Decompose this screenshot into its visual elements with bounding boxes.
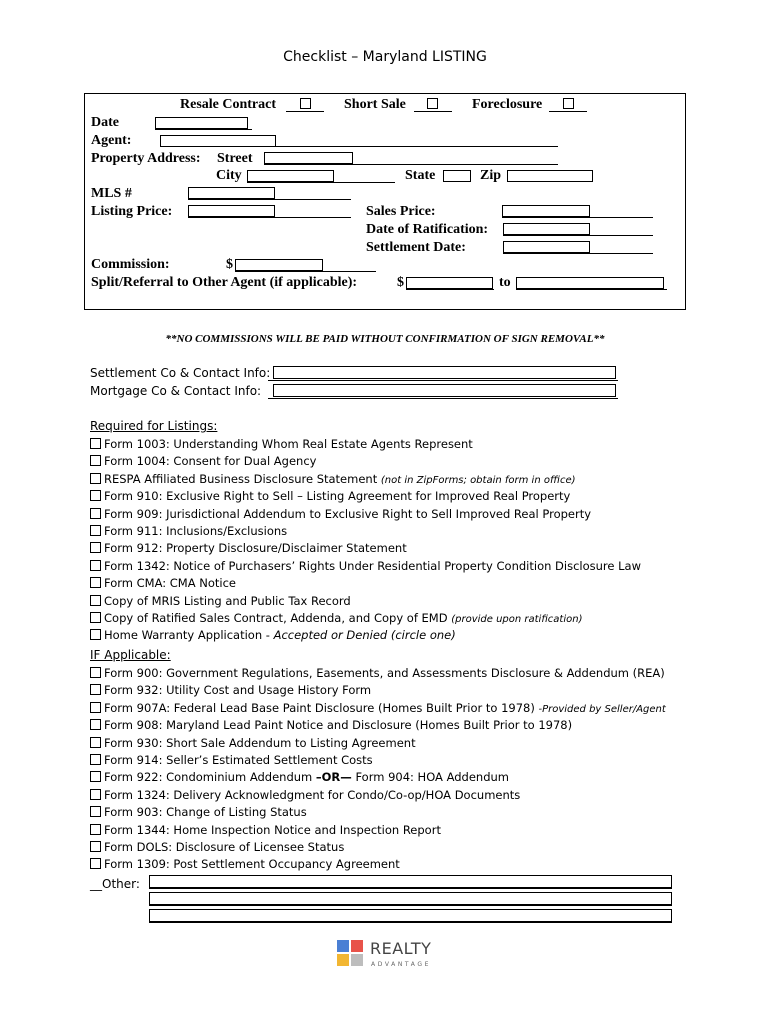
applicable-item [90,840,344,855]
sales-price-label: Sales Price: [366,204,436,219]
foreclosure-label: Foreclosure [472,97,543,112]
required-item-note: Accepted or Denied (circle one) [273,628,456,643]
applicable-checkbox[interactable] [90,858,101,869]
required-checkbox[interactable] [90,629,101,640]
zip-label: Zip [480,168,502,183]
listing-price-label: Listing Price: [91,204,173,219]
applicable-item [90,683,371,698]
logo-name: REALTY [370,939,432,958]
split-amount-field[interactable] [406,277,493,289]
applicable-checkbox[interactable] [90,737,101,748]
settlement-date-label: Settlement Date: [366,240,466,255]
mortgage-co-label: Mortgage Co & Contact Info: [90,384,262,398]
page-title: Checklist – Maryland LISTING [283,49,487,65]
street-label: Street [217,151,253,166]
applicable-item-text: Form 900: Government Regulations, Easements, and Assessments Disclosure & Addendum (REA) [104,666,665,680]
mls-field[interactable] [188,187,275,199]
required-item-text: Form CMA: CMA Notice [104,576,236,591]
logo-square-yellow [337,954,349,966]
required-item [90,628,456,643]
split-referral-agent-field[interactable] [516,277,664,289]
applicable-item-text: Form 932: Utility Cost and Usage History Form [104,683,372,698]
required-item [90,611,582,626]
required-item [90,524,287,539]
required-item-text: Copy of Ratified Sales Contract, Addenda, and Copy of EMD [104,611,452,625]
short-sale-checkbox[interactable] [427,98,438,109]
mortgage-co-field[interactable] [273,384,616,397]
date-field[interactable] [155,117,248,129]
applicable-item-text: Form 907A: Federal Lead Base Paint Disclosure (Homes Built Prior to 1978) [104,700,539,715]
state-field[interactable] [443,170,471,182]
required-checkbox[interactable] [90,455,101,466]
required-item [90,472,576,487]
required-heading: Required for Listings: [90,419,218,433]
applicable-checkbox[interactable] [90,841,101,852]
applicable-item [90,666,665,681]
required-checkbox[interactable] [90,438,101,449]
required-item [90,489,570,504]
agent-label: Agent: [91,133,132,148]
commission-warning: **NO COMMISSIONS WILL BE PAID WITHOUT CONFIRMATION OF SIGN REMOVAL** [165,333,605,345]
street-field[interactable] [264,152,353,164]
applicable-item-bold: –OR— [315,770,352,785]
date-of-ratification-field[interactable] [503,223,590,235]
required-checkbox[interactable] [90,542,101,553]
required-item-text: Home Warranty Application - [104,628,274,643]
applicable-item-text: Form 914: Seller’s Estimated Settlement Costs [104,753,373,767]
required-item-text: Form 909: Jurisdictional Addendum to Exclusive Right to Sell Improved Real Property [104,506,592,521]
applicable-item [90,857,400,872]
applicable-item-text: Form 1324: Delivery Acknowledgment for Condo/Co-op/HOA Documents [104,787,521,802]
required-item [90,507,591,522]
applicable-item-text: Form 903: Change of Listing Status [104,805,307,820]
sales-price-field[interactable] [502,205,590,217]
applicable-checkbox[interactable] [90,789,101,800]
applicable-item-text: Form 922: Condominium Addendum [104,770,316,785]
required-item [90,454,316,469]
commission-dollar-sign: $ [226,257,233,272]
applicable-heading: IF Applicable: [90,648,171,662]
settlement-co-label: Settlement Co & Contact Info: [90,366,271,380]
logo-subtitle: ADVANTAGE [371,961,431,968]
commission-field[interactable] [235,259,323,271]
applicable-checkbox[interactable] [90,667,101,678]
foreclosure-checkbox[interactable] [563,98,574,109]
required-item-text: Form 911: Inclusions/Exclusions [104,524,288,538]
date-label: Date [91,115,119,130]
applicable-item [90,736,416,751]
state-label: State [405,168,436,183]
zip-field[interactable] [507,170,593,182]
required-checkbox[interactable] [90,560,101,571]
city-label: City [216,168,242,183]
split-dollar-sign: $ [397,275,404,290]
required-checkbox[interactable] [90,612,101,623]
required-item-text: Form 912: Property Disclosure/Disclaimer Statement [104,541,407,556]
settlement-date-field[interactable] [503,241,590,253]
applicable-item [90,753,373,768]
required-item-text: Form 1004: Consent for Dual Agency [104,454,317,469]
required-item [90,576,236,591]
required-item-note: (not in ZipForms; obtain form in office) [380,474,576,486]
split-to-label: to [499,275,511,290]
required-checkbox[interactable] [90,595,101,606]
logo-square-blue [337,940,349,952]
required-item-note: (provide upon ratification) [451,614,583,625]
logo-square-red [351,940,363,952]
applicable-item-text: Form 1344: Home Inspection Notice and Inspection Report [104,822,441,837]
applicable-item [90,770,509,785]
applicable-checkbox[interactable] [90,806,101,817]
applicable-item [90,701,666,716]
applicable-item [90,788,520,803]
required-checkbox[interactable] [90,508,101,519]
applicable-item [90,718,572,733]
applicable-checkbox[interactable] [90,719,101,730]
applicable-item-rest: Form 904: HOA Addendum [351,770,509,785]
applicable-checkbox[interactable] [90,824,101,835]
required-checkbox[interactable] [90,577,101,588]
required-item-text: Form 1003: Understanding Whom Real Estate Agents Represent [104,437,473,451]
applicable-checkbox[interactable] [90,771,101,782]
listing-price-field[interactable] [188,205,275,217]
required-item-text: Form 910: Exclusive Right to Sell – Listing Agreement for Improved Real Property [104,489,571,504]
applicable-item-text: Form 1309: Post Settlement Occupancy Agreement [104,857,400,872]
logo-square-gray [351,954,363,966]
applicable-checkbox[interactable] [90,702,101,713]
city-field[interactable] [247,170,334,182]
applicable-item-text: Form 930: Short Sale Addendum to Listing Agreement [104,735,416,750]
other-field-3[interactable] [149,909,672,923]
other-field-1[interactable] [149,875,672,889]
other-field-2[interactable] [149,892,672,906]
applicable-checkbox[interactable] [90,684,101,695]
required-item-text: Form 1342: Notice of Purchasers’ Rights Under Residential Property Condition Disclosure Law [104,558,641,573]
resale-contract-label: Resale Contract [180,97,277,112]
mls-label: MLS # [91,186,132,201]
date-of-ratification-label: Date of Ratification: [366,222,489,237]
required-item [90,437,473,452]
required-checkbox[interactable] [90,490,101,501]
required-checkbox[interactable] [90,525,101,536]
required-item-text: Copy of MRIS Listing and Public Tax Record [104,593,351,608]
applicable-checkbox[interactable] [90,754,101,765]
settlement-co-field[interactable] [273,366,616,379]
resale-contract-checkbox[interactable] [300,98,311,109]
applicable-item [90,805,307,820]
required-item [90,541,407,556]
other-label: __Other: [90,877,140,891]
required-item-text: RESPA Affiliated Business Disclosure Statement [104,471,381,486]
applicable-item-text: Form DOLS: Disclosure of Licensee Status [104,840,345,854]
split-referral-label: Split/Referral to Other Agent (if applicable): [91,275,358,290]
property-address-label: Property Address: [91,151,201,166]
applicable-item-text: Form 908: Maryland Lead Paint Notice and Disclosure (Homes Built Prior to 1978) [104,718,573,733]
required-item [90,559,641,574]
required-item [90,594,351,609]
applicable-item-note: -Provided by Seller/Agent [538,703,666,715]
short-sale-label: Short Sale [344,97,406,112]
required-checkbox[interactable] [90,473,101,484]
commission-label: Commission: [91,257,170,272]
applicable-item [90,823,441,838]
